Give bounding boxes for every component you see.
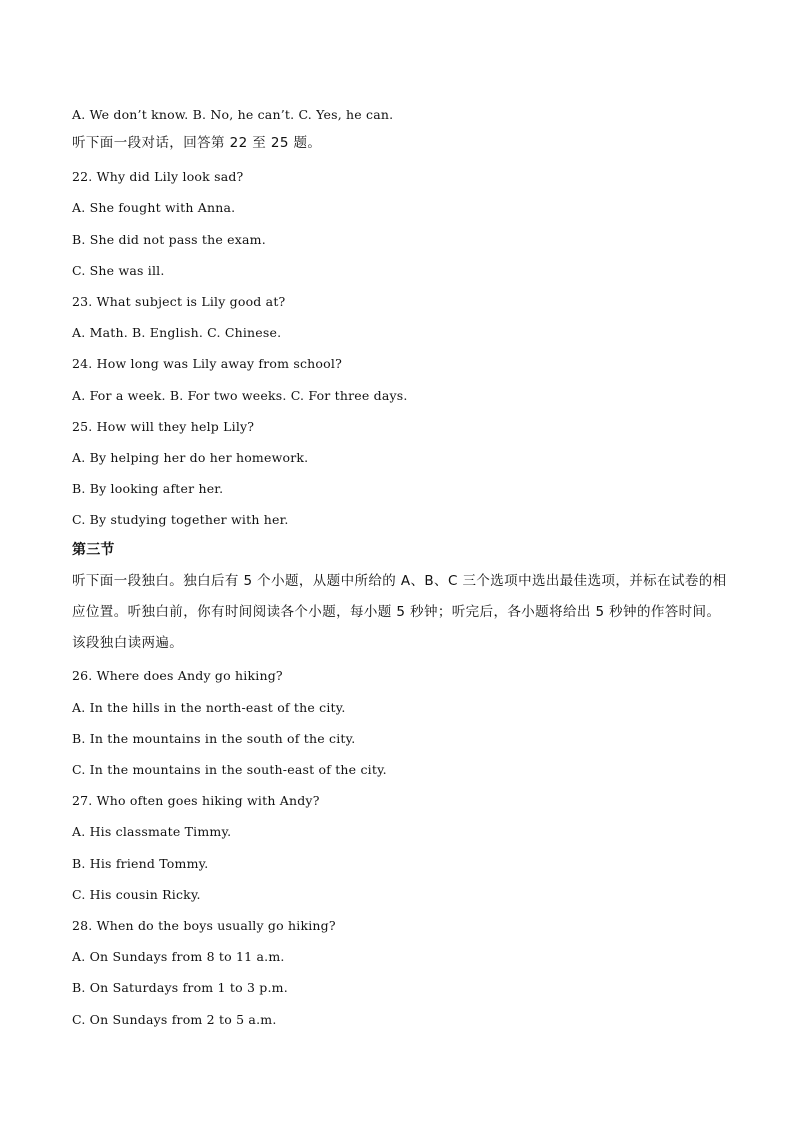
option-27c: C. His cousin Ricky. — [72, 887, 201, 902]
option-25b: B. By looking after her. — [72, 481, 224, 496]
option-28b: B. On Saturdays from 1 to 3 p.m. — [72, 980, 288, 995]
question-23: 23. What subject is Lily good at? — [72, 294, 286, 309]
instruction-line-2: 应位置。听独白前，你有时间阅读各个小题，每小题 5 秒钟；听完后，各小题将给出 5 秒钟的作答时间。 — [72, 604, 721, 620]
question-28: 28. When do the boys usually go hiking? — [72, 918, 336, 933]
question-26: 26. Where does Andy go hiking? — [72, 668, 283, 683]
question-22: 22. Why did Lily look sad? — [72, 169, 244, 184]
question-25: 25. How will they help Lily? — [72, 419, 255, 434]
option-26a: A. In the hills in the north-east of the city. — [72, 700, 346, 715]
option-25c: C. By studying together with her. — [72, 512, 289, 527]
question-27: 27. Who often goes hiking with Andy? — [72, 793, 320, 808]
option-26c: C. In the mountains in the south-east of the city. — [72, 762, 387, 777]
option-22b: B. She did not pass the exam. — [72, 232, 266, 247]
options-q21: A. We don’t know. B. No, he can’t. C. Yes, he can. — [72, 107, 394, 122]
section-heading: 第三节 — [72, 542, 115, 558]
instruction-line-1: 听下面一段独白。独白后有 5 个小题，从题中所给的 A、B、C 三个选项中选出最佳选项，并标在试卷的相 — [72, 573, 727, 589]
instruction-line-3: 该段独白读两遍。 — [72, 635, 184, 651]
option-26b: B. In the mountains in the south of the city. — [72, 731, 356, 746]
options-q24: A. For a week. B. For two weeks. C. For three days. — [72, 388, 408, 403]
option-28a: A. On Sundays from 8 to 11 a.m. — [72, 949, 285, 964]
instruction-q22-25: 听下面一段对话，回答第 22 至 25 题。 — [72, 135, 322, 151]
option-22a: A. She fought with Anna. — [72, 200, 236, 215]
option-27b: B. His friend Tommy. — [72, 856, 209, 871]
option-25a: A. By helping her do her homework. — [72, 450, 309, 465]
option-27a: A. His classmate Timmy. — [72, 824, 232, 839]
question-24: 24. How long was Lily away from school? — [72, 356, 342, 371]
options-q23: A. Math. B. English. C. Chinese. — [72, 325, 282, 340]
option-22c: C. She was ill. — [72, 263, 165, 278]
option-28c: C. On Sundays from 2 to 5 a.m. — [72, 1012, 277, 1027]
